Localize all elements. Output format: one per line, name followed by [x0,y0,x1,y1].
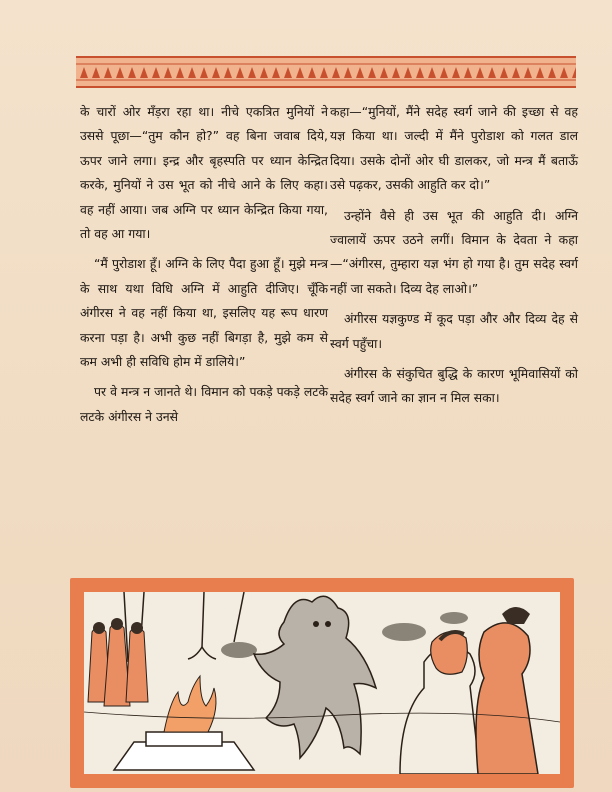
paragraph: “मैं पुरोडाश हूँ। अग्नि के लिए पैदा हुआ हूँ। मुझे मन्त्र के साथ यथा विधि अग्नि में आहुति दीजिए। चूँकि अंगीरस ने वह नहीं किया था, इसलिए यह रूप धारण करना पड़ा है। अभी कुछ नहीं बिगड़ा है, मुझे कम से कम अभी ही सविधि होम में डालिये।” [80,256,328,370]
decorative-header-border [76,56,576,88]
right-text-column [330,100,578,411]
paragraph: अंगीरस के संकुचित बुद्धि के कारण भूमिवासियों को सदेह स्वर्ग जाने का ज्ञान न मिल सका। [330,366,578,406]
paragraph: कहा—“मुनियों, मैंने सदेह स्वर्ग जाने की इच्छा से वह यज्ञ किया था। जल्दी में मैंने पुरोडाश को गलत डाल दिया। उसके दोनों ओर घी डालकर, जो मन्त्र मैं बताऊँ उसे पढ़कर, उसकी आहुति कर दो।” [330,104,578,193]
illustration-scene [84,592,560,774]
paragraph: अंगीरस यज्ञकुण्ड में कूद पड़ा और और दिव्य देह से स्वर्ग पहुँचा। [330,311,578,351]
story-illustration [70,578,574,788]
paragraph: पर वे मन्त्र न जानते थे। विमान को पकड़े पकड़े लटके लटके अंगीरस ने उनसे [80,384,328,424]
left-text-column [80,100,328,429]
ornament-pattern-icon [76,58,576,86]
paragraph: के चारों ओर मँड़रा रहा था। नीचे एकत्रित मुनियों ने उससे पूछा—“तुम कौन हो?” वह बिना जवाब दिये, ऊपर जाने लगा। इन्द्र और बृहस्पति पर ध्यान केन्द्रित करके, मुनियों ने उस भूत को नीचे आने के लिए कहा। वह नहीं आया। जब अग्नि पर ध्यान केन्द्रित किया गया, तो वह आ गया। [80,104,328,242]
paragraph: उन्होंने वैसे ही उस भूत की आहुति दी। अग्नि ज्वालायें ऊपर उठने लगीं। विमान के देवता ने कहा—“अंगीरस, तुम्हारा यज्ञ भंग हो गया है। तुम सदेह स्वर्ग नहीं जा सकते। दिव्य देह लाओ।” [330,207,578,296]
sages-group [88,618,148,706]
